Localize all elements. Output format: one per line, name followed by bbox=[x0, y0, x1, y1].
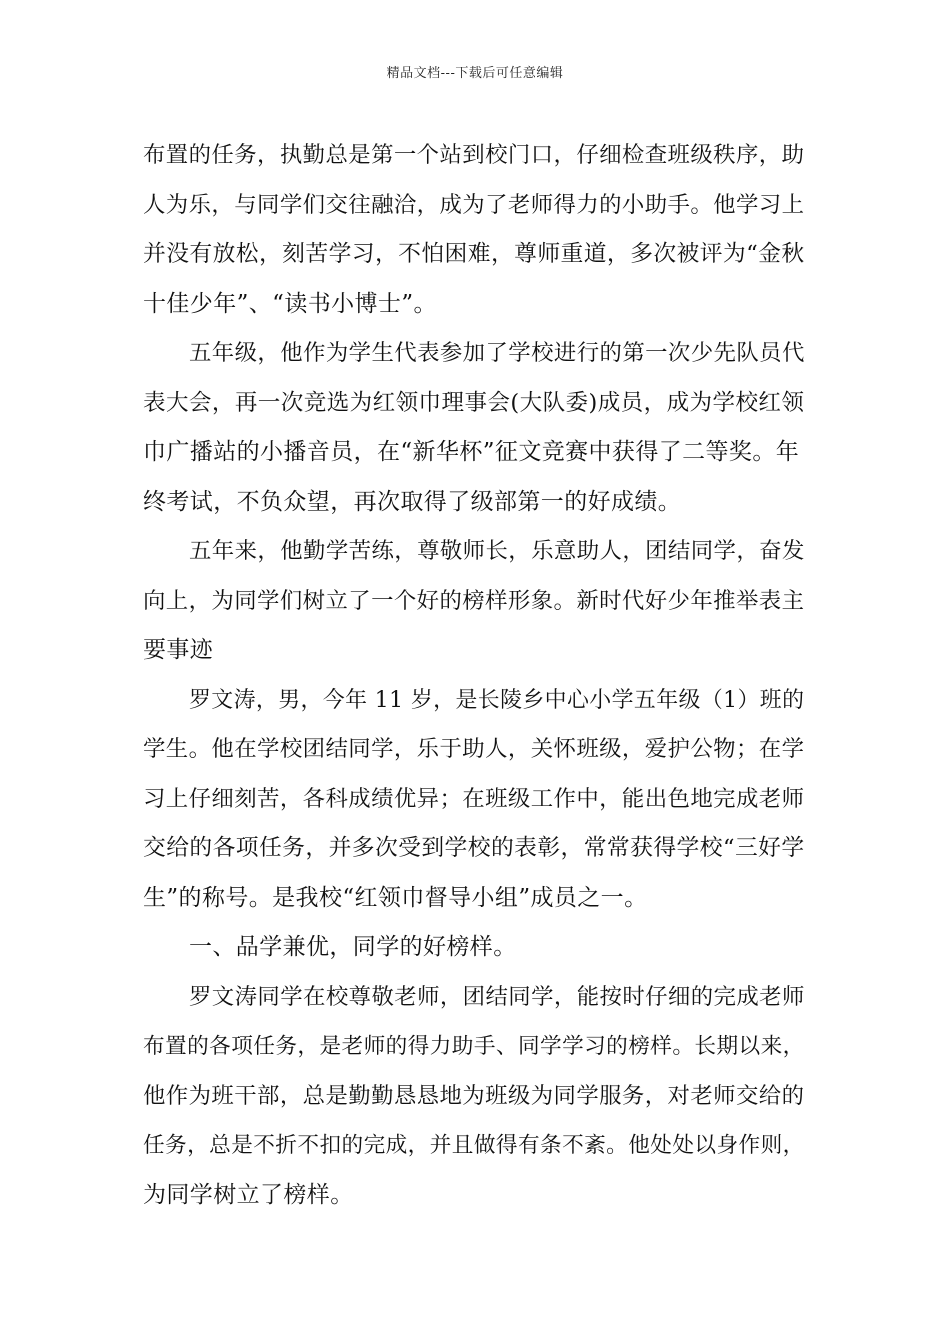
text-line: 五年级，他作为学生代表参加了学校进行的第一次少先队员代 bbox=[189, 340, 805, 366]
text-line: 并没有放松，刻苦学习，不怕困难，尊师重道，多次被评为“金秋 bbox=[143, 241, 805, 267]
text-line: 巾广播站的小播音员，在“新华杯”征文竞赛中获得了二等奖。年 bbox=[143, 439, 800, 465]
text-line: 任务，总是不折不扣的完成，并且做得有条不紊。他处处以身作则， bbox=[143, 1133, 805, 1158]
text-line: 表大会，再一次竞选为红领巾理事会(大队委)成员，成为学校红领 bbox=[143, 389, 805, 416]
text-line: 罗文涛同学在校尊敬老师，团结同学，能按时仔细的完成老师 bbox=[189, 983, 805, 1010]
text-line: 五年来，他勤学苦练，尊敬师长，乐意助人，团结同学，奋发 bbox=[189, 538, 805, 564]
text-line: 学生。他在学校团结同学，乐于助人，关怀班级，爱护公物；在学 bbox=[143, 736, 805, 762]
text-line: 布置的任务，执勤总是第一个站到校门口，仔细检查班级秩序，助 bbox=[143, 142, 805, 168]
text-line: 终考试，不负众望，再次取得了级部第一的好成绩。 bbox=[143, 488, 682, 515]
text-line: 十佳少年”、“读书小博士”。 bbox=[143, 290, 437, 317]
text-line: 向上，为同学们树立了一个好的榜样形象。新时代好少年推举表主 bbox=[143, 587, 805, 614]
text-line: 布置的各项任务，是老师的得力助手、同学学习的榜样。长期以来， bbox=[143, 1034, 805, 1059]
text-line: 要事迹 bbox=[143, 637, 214, 663]
body-text bbox=[143, 131, 808, 1220]
text-line: 罗文涛，男，今年 11 岁，是长陵乡中心小学五年级（1）班的 bbox=[189, 687, 805, 713]
page-header: 精品文档---下载后可任意编辑 bbox=[386, 66, 564, 81]
text-line: 他作为班干部，总是勤勤恳恳地为班级为同学服务，对老师交给的 bbox=[143, 1082, 805, 1109]
text-line: 交给的各项任务，并多次受到学校的表彰，常常获得学校“三好学 bbox=[143, 835, 805, 861]
text-line: 一、品学兼优，同学的好榜样。 bbox=[189, 934, 517, 960]
text-line: 为同学树立了榜样。 bbox=[143, 1181, 354, 1208]
text-line: 生”的称号。是我校“红领巾督导小组”成员之一。 bbox=[143, 884, 648, 911]
text-line: 人为乐，与同学们交往融洽，成为了老师得力的小助手。他学习上 bbox=[143, 191, 805, 218]
text-line: 习上仔细刻苦，各科成绩优异；在班级工作中，能出色地完成老师 bbox=[143, 785, 805, 812]
